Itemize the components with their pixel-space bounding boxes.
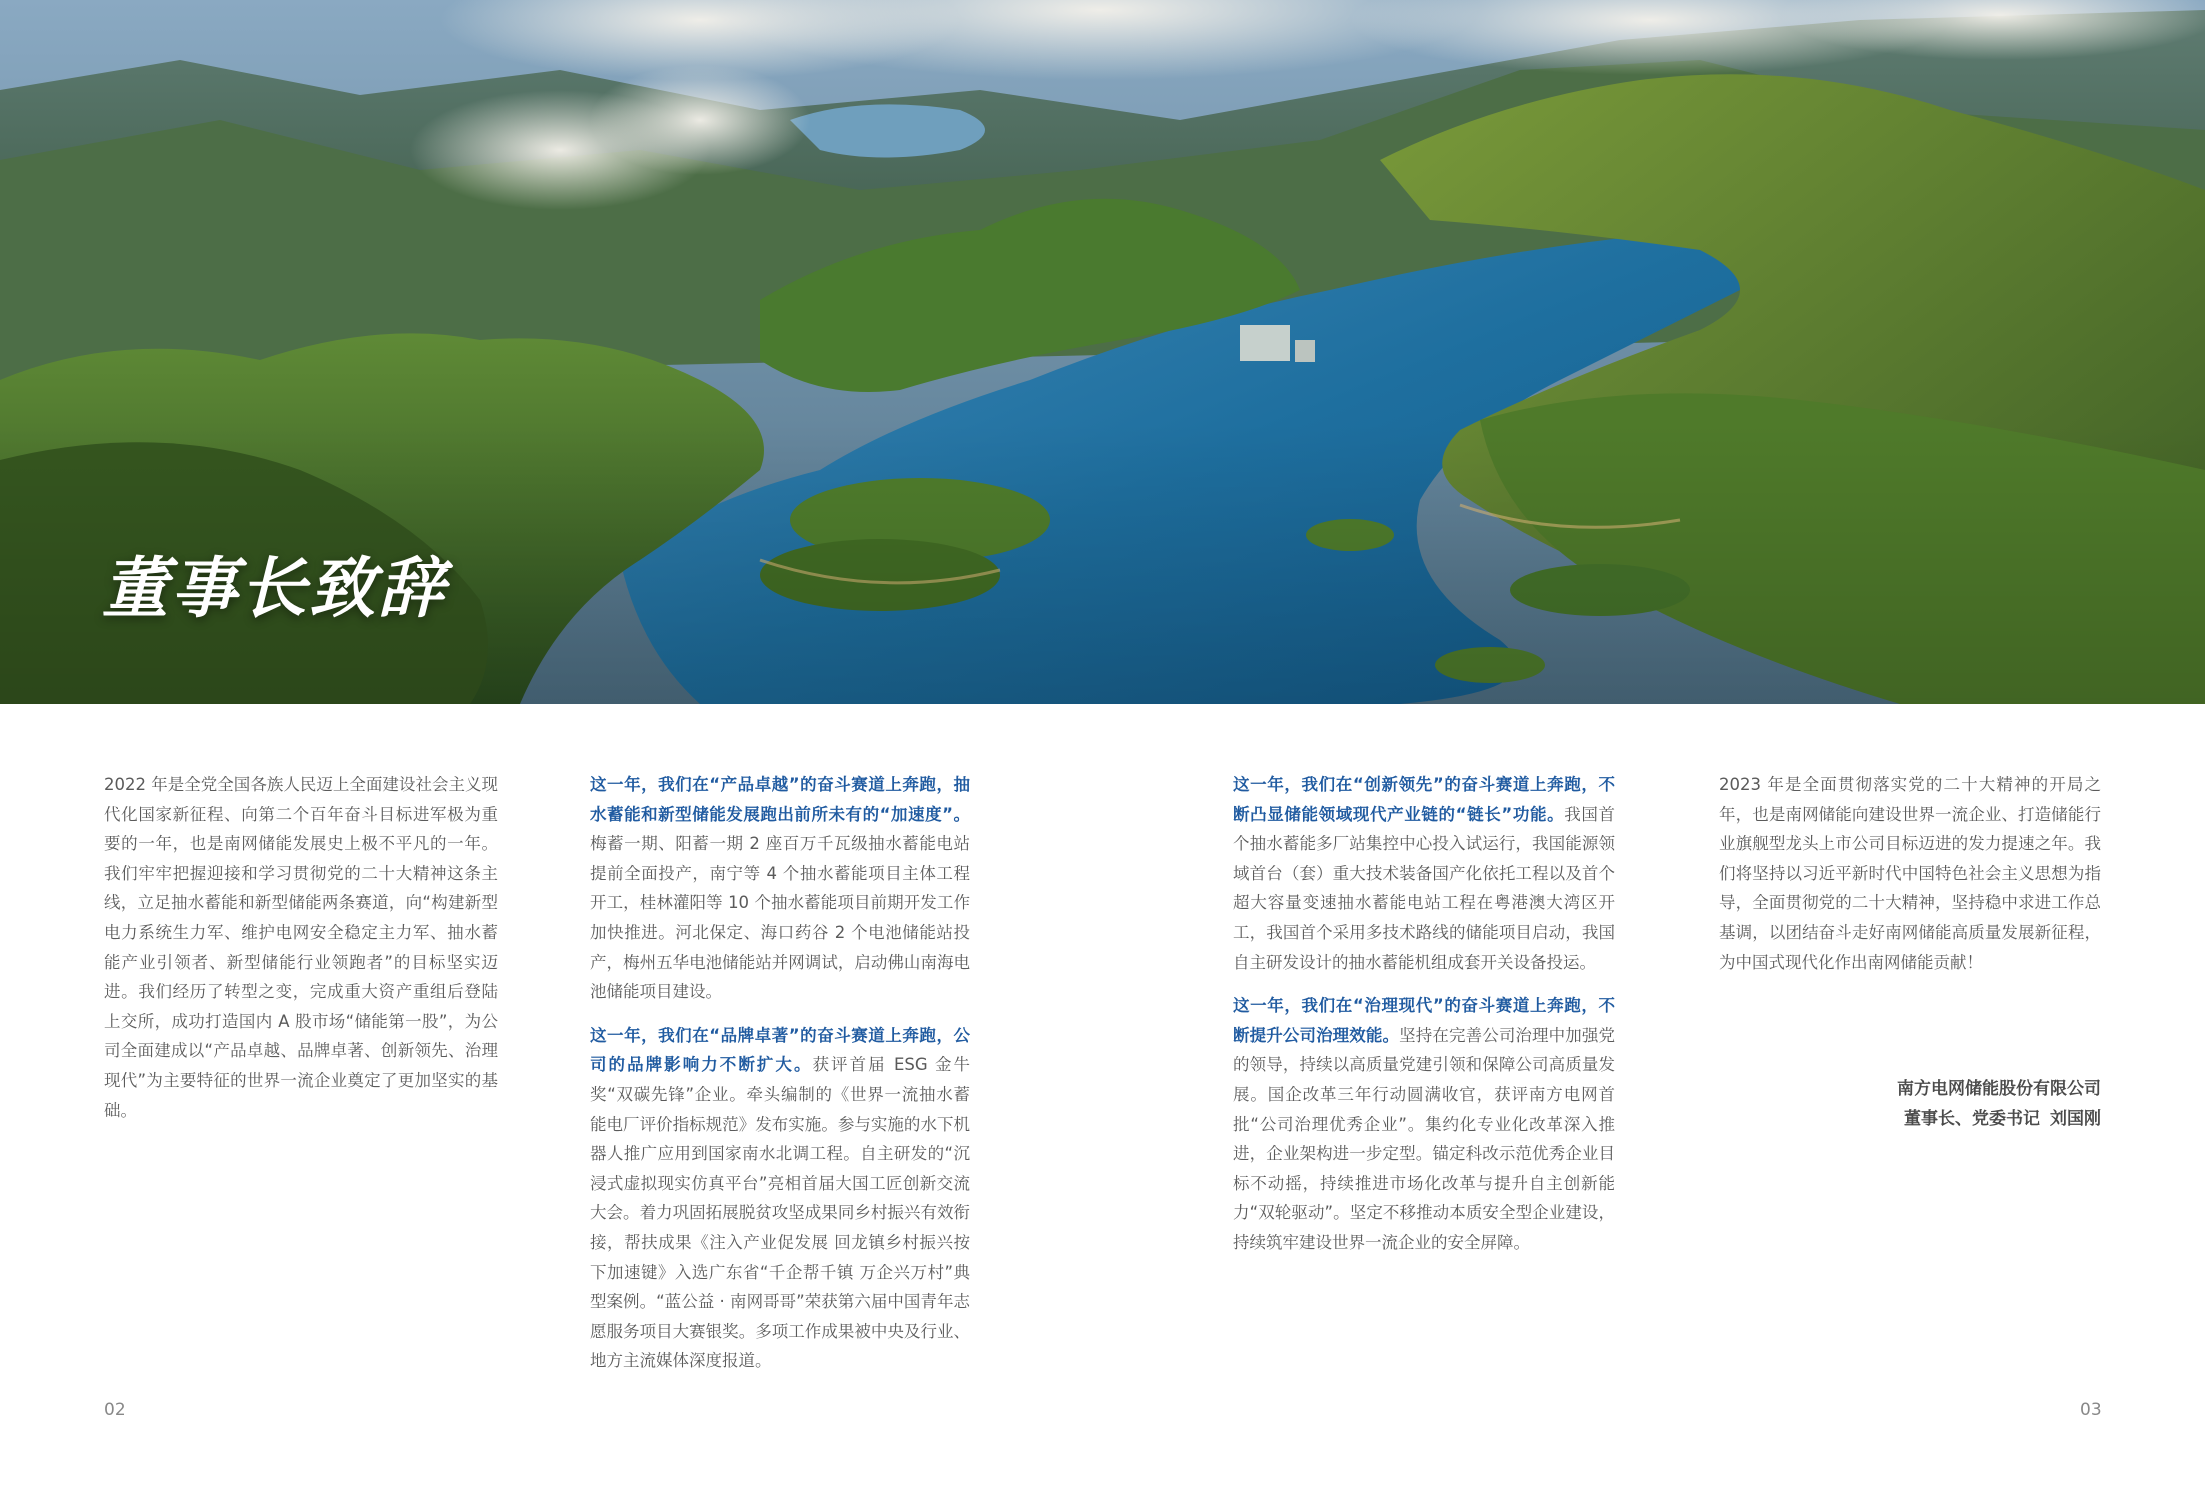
paragraph-highlight: 这一年，我们在“创新领先”的奋斗赛道上奔跑，不断凸显储能领域现代产业链的“链长”功能。 — [1233, 775, 1615, 824]
paragraph-body: 坚持在完善公司治理中加强党的领导，持续以高质量党建引领和保障公司高质量发展。国企改革三年行动圆满收官，获评南方电网首批“公司治理优秀企业”。集约化专业化改革深入推进，企业架构进一步定型。锚定科改示范优秀企业目标不动摇，持续推进市场化改革与提升自主创新能力“双轮驱动”。坚定不移推动本质安全型企业建设，持续筑牢建设世界一流企业的安全屏障。 — [1233, 1025, 1616, 1252]
paragraph-body: 梅蓄一期、阳蓄一期 2 座百万千瓦级抽水蓄能电站提前全面投产，南宁等 4 个抽水蓄能项目主体工程开工，桂林灌阳等 10 个抽水蓄能项目前期开发工作加快推进。河北保定、海口药谷 2 个电池储能站投产，梅州五华电池储能站并网调试，启动佛山南海电池储能项目建设。 — [590, 834, 970, 1002]
paragraph-body: 获评首届 ESG 金牛奖“双碳先锋”企业。牵头编制的《世界一流抽水蓄能电厂评价指标规范》发布实施。参与实施的水下机器人推广应用到国家南水北调工程。自主研发的“沉浸式虚拟现实仿真平台”亮相首届大国工匠创新交流大会。着力巩固拓展脱贫攻坚成果同乡村振兴有效衔接，帮扶成果《注入产业促发展 回龙镇乡村振兴按下加速键》入选广东省“千企帮千镇 万企兴万村”典型案例。“蓝公益 · 南网哥哥”荣获第六届中国青年志愿服务项目大赛银奖。多项工作成果被中央及行业、地方主流媒体深度报道。 — [590, 1055, 970, 1371]
paragraph — [590, 770, 970, 1007]
page-title: 董事长致辞 — [102, 550, 447, 627]
text-column-4 — [1719, 770, 2101, 991]
paragraph — [1233, 770, 1615, 977]
signature-block — [1719, 1074, 2101, 1134]
text-column-3 — [1233, 770, 1615, 1272]
signature-name: 刘国刚 — [2050, 1109, 2101, 1129]
page-number-left: 02 — [104, 1400, 126, 1420]
paragraph: 2023 年是全面贯彻落实党的二十大精神的开局之年，也是南网储能向建设世界一流企业、打造储能行业旗舰型龙头上市公司目标迈进的发力提速之年。我们将坚持以习近平新时代中国特色社会主义思想为指导，全面贯彻党的二十大精神，坚持稳中求进工作总基调，以团结奋斗走好南网储能高质量发展新征程，为中国式现代化作出南网储能贡献！ — [1719, 775, 2101, 972]
paragraph: 2022 年是全党全国各族人民迈上全面建设社会主义现代化国家新征程、向第二个百年奋斗目标进军极为重要的一年，也是南网储能发展史上极不平凡的一年。我们牢牢把握迎接和学习贯彻党的二十大精神这条主线，立足抽水蓄能和新型储能两条赛道，向“构建新型电力系统生力军、维护电网安全稳定主力军、抽水蓄能产业引领者、新型储能行业领跑者”的目标坚实迈进。我们经历了转型之变，完成重大资产重组后登陆上交所，成功打造国内 A 股市场“储能第一股”，为公司全面建成以“产品卓越、品牌卓著、创新领先、治理现代”为主要特征的世界一流企业奠定了更加坚实的基础。 — [104, 775, 498, 1120]
paragraph — [590, 1021, 970, 1376]
signature-line — [1719, 1104, 2101, 1134]
paragraph-highlight: 这一年，我们在“治理现代”的奋斗赛道上奔跑，不断提升公司治理效能。 — [1233, 996, 1615, 1045]
paragraph-body: 我国首个抽水蓄能多厂站集控中心投入试运行，我国能源领域首台（套）重大技术装备国产化依托工程以及首个超大容量变速抽水蓄能电站工程在粤港澳大湾区开工，我国首个采用多技术路线的储能项目启动，我国自主研发设计的抽水蓄能机组成套开关设备投运。 — [1233, 804, 1615, 972]
paragraph — [1233, 991, 1615, 1257]
hero-photo — [0, 0, 2205, 704]
page-number-right: 03 — [2080, 1400, 2102, 1420]
signature-company: 南方电网储能股份有限公司 — [1897, 1079, 2101, 1099]
paragraph-highlight: 这一年，我们在“产品卓越”的奋斗赛道上奔跑，抽水蓄能和新型储能发展跑出前所未有的“加速度”。 — [590, 775, 970, 824]
text-column-2 — [590, 770, 970, 1390]
text-column-1 — [104, 770, 498, 1139]
paragraph-highlight: 这一年，我们在“品牌卓著”的奋斗赛道上奔跑，公司的品牌影响力不断扩大。 — [590, 1025, 970, 1075]
signature-role: 董事长、党委书记 — [1904, 1109, 2040, 1129]
